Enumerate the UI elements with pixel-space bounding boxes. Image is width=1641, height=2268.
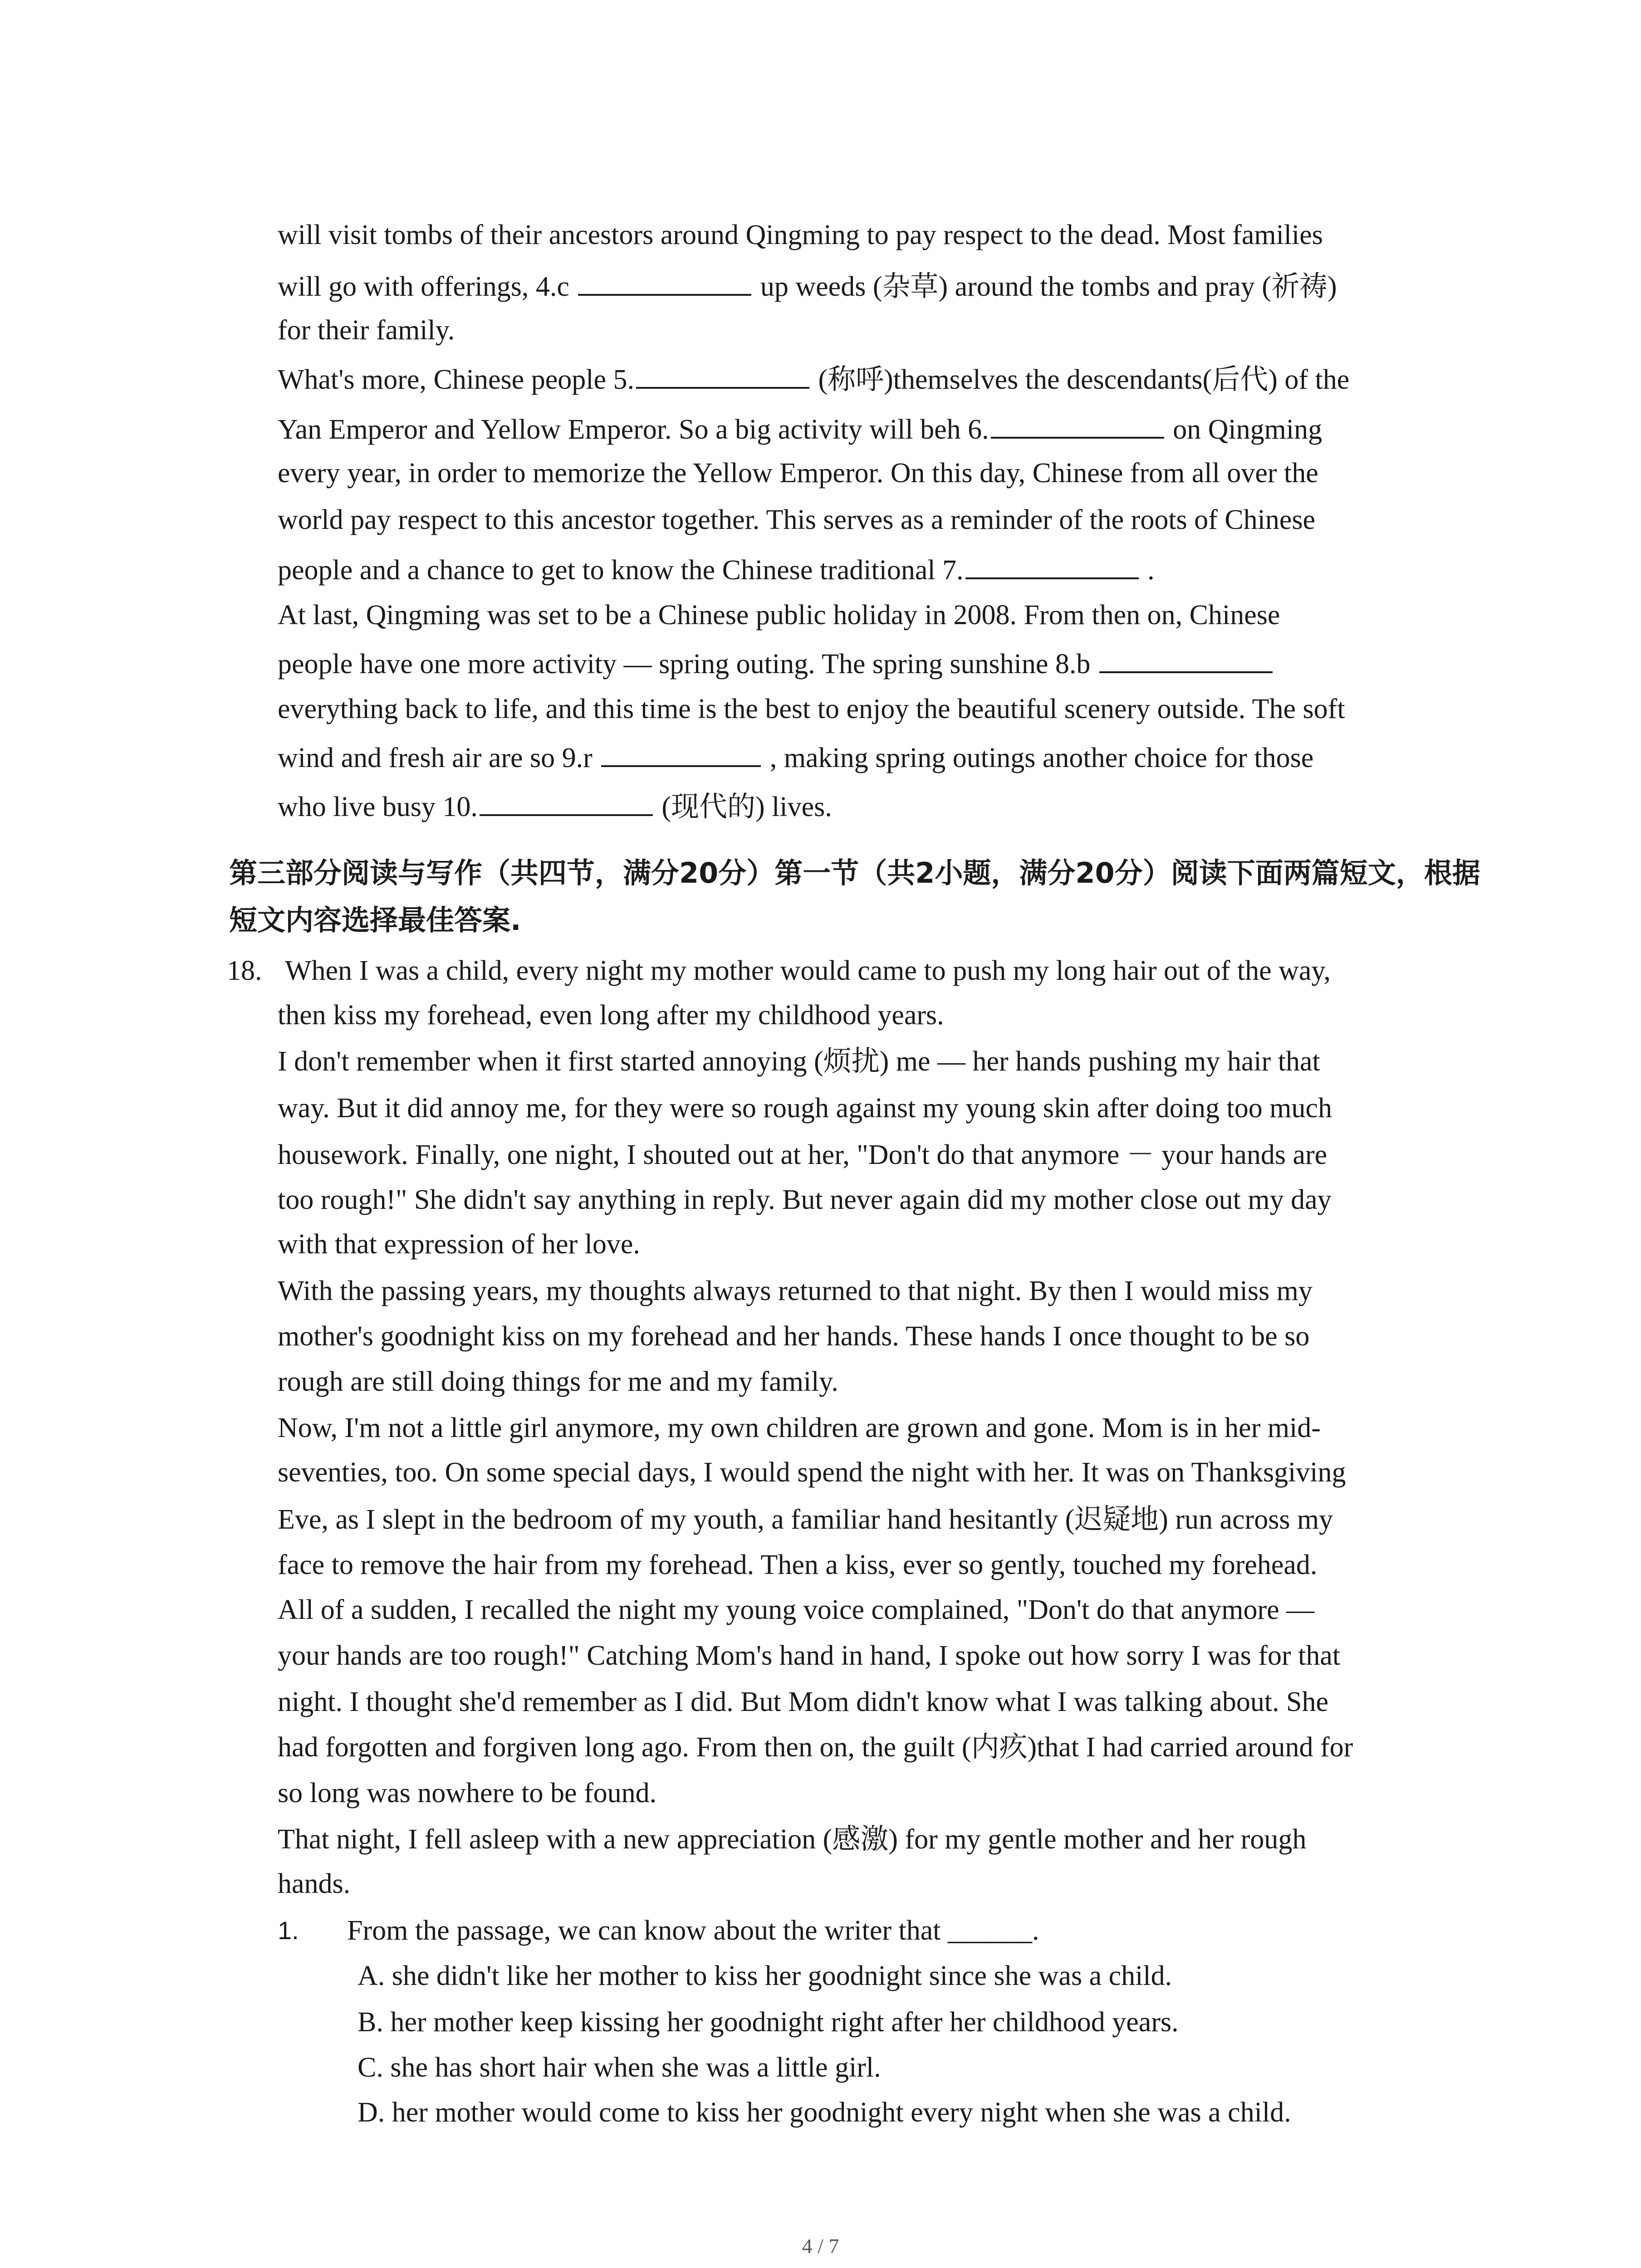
passage-line: face to remove the hair from my forehead. Then a kiss, ever so gently, touched my forehead.	[278, 1549, 1318, 1580]
passage-line: When I was a child, every night my mother would came to push my long hair out of the way,	[285, 955, 1331, 986]
answer-blank-4[interactable]	[578, 267, 751, 296]
section-heading: 第三部分阅读与写作（共四节，满分20分）第一节（共2小题，满分20分）阅读下面两篇短文，根据短文内容选择最佳答案.	[229, 856, 1480, 937]
cloze-line: Yan Emperor and Yellow Emperor. So a big activity will beh 6. on Qingming	[278, 410, 1322, 448]
answer-blank-7[interactable]	[965, 550, 1139, 579]
option-b[interactable]: B. her mother keep kissing her goodnight right after her childhood years.	[358, 2007, 1179, 2038]
passage-line: hands.	[278, 1868, 351, 1899]
cloze-line: world pay respect to this ancestor together. This serves as a reminder of the roots of Chinese	[278, 504, 1316, 535]
cloze-line: people and a chance to get to know the Chinese traditional 7. .	[278, 550, 1155, 588]
cloze-line: At last, Qingming was set to be a Chinese public holiday in 2008. From then on, Chinese	[278, 600, 1280, 631]
passage-line: then kiss my forehead, even long after my childhood years.	[278, 1000, 944, 1031]
passage-line: I don't remember when it first started annoying (烦扰) me — her hands pushing my hair that	[278, 1046, 1320, 1077]
question-number: 18.	[227, 955, 262, 986]
passage-line: seventies, too. On some special days, I would spend the night with her. It was on Thanksgiving	[278, 1457, 1346, 1488]
passage-line: mother's goodnight kiss on my forehead and her hands. These hands I once thought to be so	[278, 1321, 1310, 1352]
passage-line: way. But it did annoy me, for they were so rough against my young skin after doing too much	[278, 1093, 1332, 1124]
cloze-line: wind and fresh air are so 9.r , making spring outings another choice for those	[278, 738, 1313, 776]
option-c[interactable]: C. she has short hair when she was a little girl.	[358, 2052, 881, 2083]
cloze-line: What's more, Chinese people 5. (称呼)themselves the descendants(后代) of the	[278, 360, 1349, 398]
cloze-line: will go with offerings, 4.c up weeds (杂草) around the tombs and pray (祈祷)	[278, 267, 1337, 305]
passage-line: Eve, as I slept in the bedroom of my youth, a familiar hand hesitantly (迟疑地) run across my	[278, 1504, 1333, 1535]
answer-blank-5[interactable]	[636, 360, 809, 389]
sub-question-stem: From the passage, we can know about the writer that ______.	[347, 1915, 1039, 1946]
answer-blank-6[interactable]	[991, 410, 1164, 439]
answer-blank-9[interactable]	[601, 738, 761, 767]
passage-line: Now, I'm not a little girl anymore, my own children are grown and gone. Mom is in her mid-	[278, 1413, 1321, 1443]
cloze-line: who live busy 10. (现代的) lives.	[278, 787, 832, 825]
passage-line: had forgotten and forgiven long ago. From then on, the guilt (内疚)that I had carried around for	[278, 1732, 1353, 1763]
passage-line: housework. Finally, one night, I shouted out at her, "Don't do that anymore － your hands are	[278, 1139, 1327, 1170]
passage-line: rough are still doing things for me and my family.	[278, 1366, 838, 1397]
passage-line: your hands are too rough!" Catching Mom's hand in hand, I spoke out how sorry I was for that	[278, 1640, 1341, 1671]
option-d[interactable]: D. her mother would come to kiss her goodnight every night when she was a child.	[358, 2097, 1291, 2128]
passage-line: with that expression of her love.	[278, 1229, 640, 1260]
cloze-line: everything back to life, and this time is the best to enjoy the beautiful scenery outside. The soft	[278, 694, 1345, 724]
cloze-line: every year, in order to memorize the Yellow Emperor. On this day, Chinese from all over the	[278, 458, 1318, 489]
answer-blank-8[interactable]	[1099, 644, 1273, 673]
cloze-line: will visit tombs of their ancestors around Qingming to pay respect to the dead. Most families	[278, 220, 1323, 250]
option-a[interactable]: A. she didn't like her mother to kiss her goodnight since she was a child.	[358, 1960, 1172, 1991]
passage-line: night. I thought she'd remember as I did. But Mom didn't know what I was talking about. She	[278, 1686, 1329, 1717]
passage-line: All of a sudden, I recalled the night my young voice complained, "Don't do that anymore —	[278, 1594, 1315, 1625]
passage-line: so long was nowhere to be found.	[278, 1778, 657, 1809]
cloze-line: for their family.	[278, 315, 455, 346]
passage-line: That night, I fell asleep with a new appreciation (感激) for my gentle mother and her rough	[278, 1824, 1307, 1855]
page-number: 4 / 7	[802, 2234, 839, 2258]
passage-line: With the passing years, my thoughts always returned to that night. By then I would miss my	[278, 1276, 1313, 1306]
passage-line: too rough!" She didn't say anything in reply. But never again did my mother close out my day	[278, 1184, 1332, 1215]
answer-blank-10[interactable]	[480, 787, 653, 816]
cloze-line: people have one more activity — spring outing. The spring sunshine 8.b	[278, 644, 1274, 682]
sub-question-number: 1.	[278, 1916, 299, 1945]
